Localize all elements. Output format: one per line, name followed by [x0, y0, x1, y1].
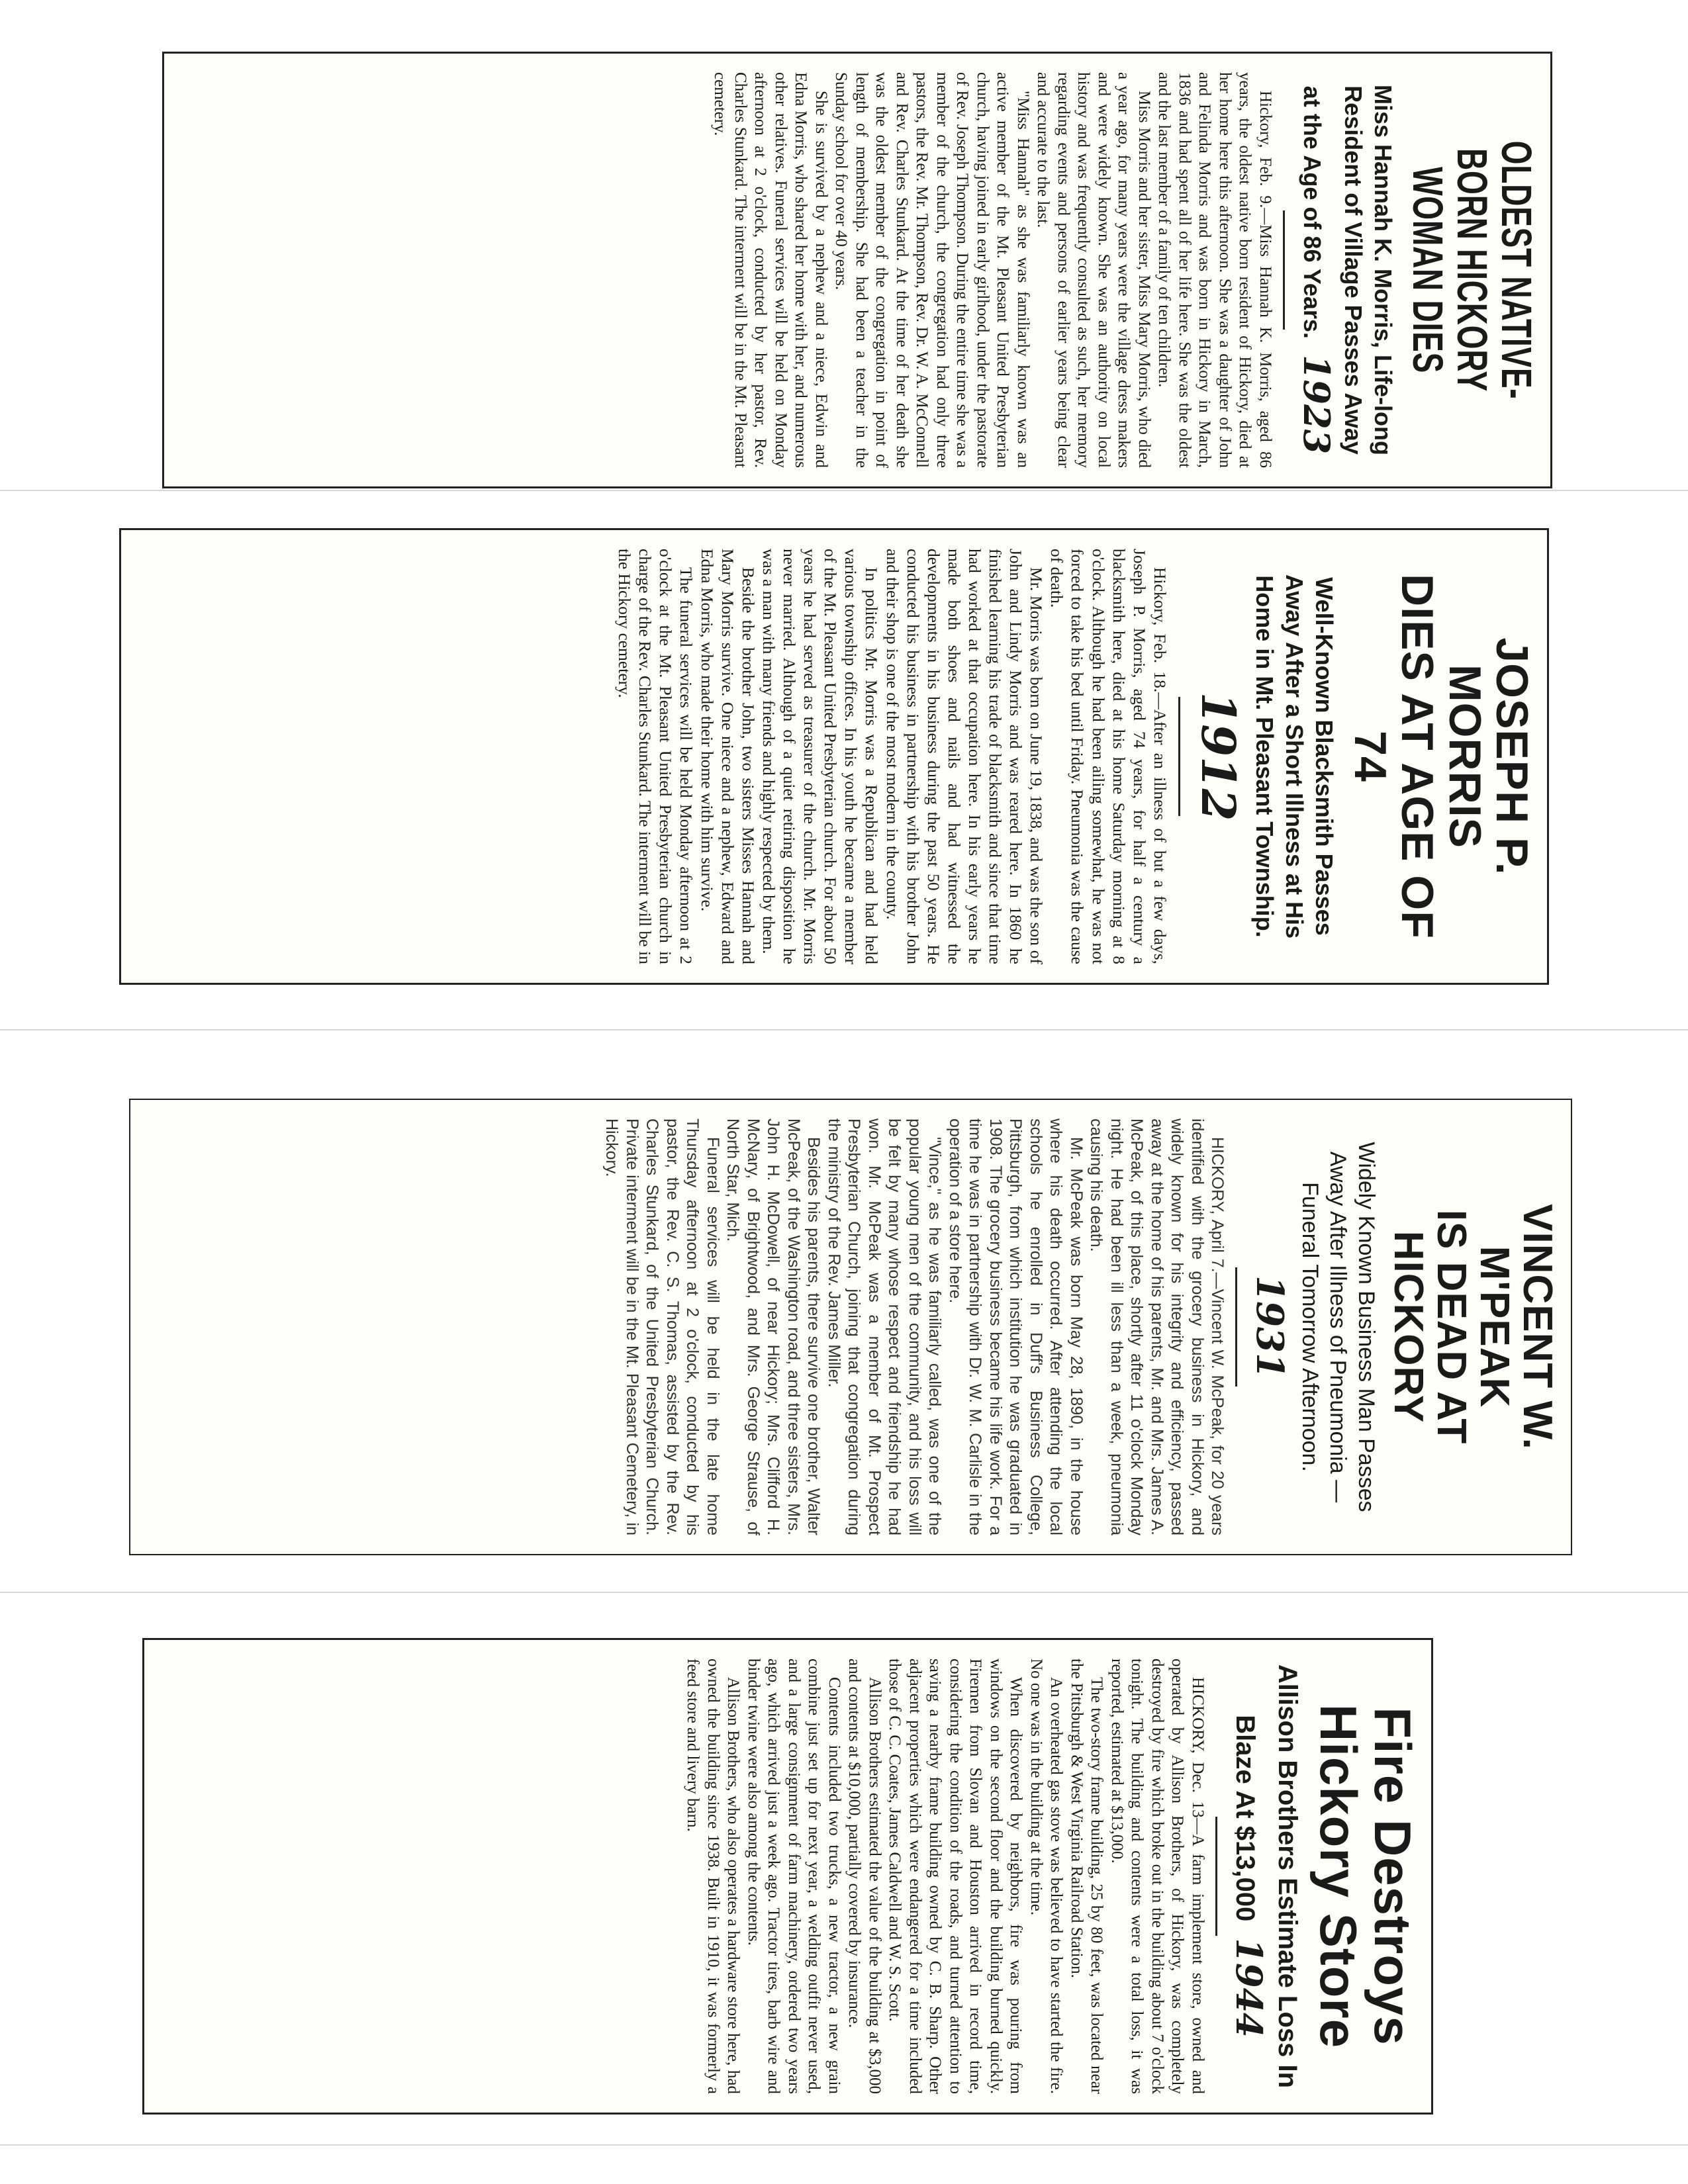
paragraph: An overheated gas stove was believed to have started the fire. No one was in the building at the time.	[1027, 1659, 1066, 2094]
headline	[1346, 549, 1535, 964]
clipping-joseph-morris	[119, 528, 1549, 985]
paragraph: Miss Morris and her sister, Miss Mary Morris, who died a year ago, for many years were the village dress makers and were widely known. She was an authority on local history and was frequently consulted as such, her memory regarding events and persons of earlier years being clear and accurate to the last.	[1034, 72, 1153, 468]
paragraph: Allison Brothers, who also operates a hardware store here, had owned the building since 1938. Built in 1910, it was formerly a feed store and livery barn.	[684, 1659, 743, 2094]
paragraph: The two-story frame building, 25 by 80 feet, was located near the Pittsburgh & West Virginia Railroad Station.	[1067, 1659, 1106, 2094]
handwritten-year: 1912	[1191, 692, 1246, 821]
paragraph: Funeral services will be held in the late home Thursday afternoon at 2 o'clock, conducted by his pastor, the Rev. C. S. Thomas, assisted by the Rev. Charles Stunkard, of the United Presbyterian Church. Private interment will be in the Mt. Pleasant Cemetery, in Hickory.	[602, 1118, 722, 1535]
headline-line-1: Fire Destroys	[1364, 1707, 1422, 2046]
clipping-fire-hickory-store	[142, 1638, 1433, 2115]
headline	[1387, 1118, 1559, 1535]
paragraph: Hickory, Feb. 18.—After an illness of but a few days, Joseph P. Morris, aged 74 years, for half a century a blacksmith here, died at his home Saturday morning at 8 o'clock. Although he had been ailing somewhat, he was not forced to take his bed until Friday. Pneumonia was the cause of death.	[1047, 549, 1170, 964]
deck-text: Widely Known Business Man Passes Away After Illness of Pneumonia — Funeral Tomorrow Afternoon.	[1297, 1142, 1379, 1512]
headline-text: OLDEST NATIVE-BORN HICKORY WOMAN DIES	[1403, 140, 1540, 400]
paragraph: She is survived by a nephew and a niece, Edwin and Edna Morris, who shared her home with her, and numerous other relatives. Funeral services will be held on Monday afternoon at 2 o'clock, conducted by her pastor, Rev. Charles Stunkard. The interment will be in the Mt. Pleasant cemetery.	[711, 72, 830, 468]
scan-divider-end	[0, 2144, 1688, 2146]
scan-divider-bottom	[0, 1592, 1688, 1593]
headline	[1405, 72, 1538, 468]
headline-line-2: Hickory Store	[1309, 1704, 1368, 2049]
paragraph: HICKORY, Dec. 13—A farm implement store, owned and operated by Allison Brothers, of Hickory, was completely destroyed by fire which broke out in the building about 7 o'clock tonight. The building and contents were a total loss, it was reported, estimated at $13,000.	[1107, 1659, 1207, 2094]
headline-line-1: JOSEPH P. MORRIS	[1439, 637, 1537, 876]
article-body	[602, 1118, 1228, 1535]
paragraph: HICKORY, April 7.—Vincent W. McPeak, for 20 years identified with the grocery business in Hickory, and widely known for his integrity and efficiency, passed away at the home of his parents, Mr. and Mrs. James A. McPeak, of this place, shortly after 11 o'clock Monday night. He had been ill less than a week, pneumonia causing his death.	[1087, 1118, 1227, 1535]
paragraph: Beside the brother John, two sisters Misses Hannah and Mary Morris survive. One niece and a nephew, Edward and Edna Morris, who made their home with him survive.	[697, 549, 758, 964]
paragraph: Allison Brothers estimated the value of the building at $3,000 and contents at $10,000, partially covered by insurance.	[845, 1659, 884, 2094]
paragraph: Besides his parents, there survive one brother, Walter McPeak, of the Washington road, and three sisters, Mrs. John H. McDowell, of near Hickory; Mrs. Clifford H. McNary, of Brightwood, and Mrs. George Strause, of North Star, Mich.	[724, 1118, 823, 1535]
article-body	[710, 72, 1275, 468]
headline-line-2: IS DEAD AT HICKORY	[1385, 1209, 1474, 1445]
headline	[1309, 1659, 1422, 2094]
article-body	[682, 1659, 1207, 2094]
deck	[1227, 1659, 1305, 2094]
headline-line-2: DIES AT AGE OF 74	[1344, 574, 1443, 939]
paragraph: In politics Mr. Morris was a Republican and had held various township offices. In his youth he became a member of the Mt. Pleasant United Presbyterian church. For about 50 years he had served as treasurer of the church. Mr. Morris never married. Although of a quiet retiring disposition he was a man with many friends and highly respected by them.	[759, 549, 882, 964]
handwritten-year: 1923	[1295, 354, 1338, 455]
paragraph: Hickory, Feb. 9.—Miss Hannah K. Morris, aged 86 years, the oldest native born resident of Hickory, died at her home here this afternoon. She was a daughter of John and Felinda Morris and was born in Hickory in March, 1836 and had spent all of her life here. She was the oldest and the last member of a family of ten children.	[1155, 72, 1274, 468]
deck-text: Miss Hannah K. Morris, Life-long Resident of Village Passes Away at the Age of 86 Years.	[1299, 84, 1397, 456]
divider-rule	[1235, 1267, 1237, 1387]
headline-line-1: VINCENT W. M'PEAK	[1471, 1204, 1560, 1450]
paragraph: Contents included two trucks, a new tractor, a new grain combine just set up for next year, a welding outfit never used, and a large consignment of farm machinery, ordered two years ago, which arrived just a week ago. Tractor tires, barb wire and binder twine were also among the contents.	[744, 1659, 843, 2094]
paragraph: The funeral services will be held Monday afternoon at 2 o'clock at the Mt. Pleasant United Presbyterian church in charge of the Rev. Charles Stunkard. The interment will be in the Hickory cemetery.	[615, 549, 696, 964]
paragraph: Mr. Morris was born on June 19, 1838, and was the son of John and Lindy Morris and was reared here. In 1860 he finished learning his trade of blacksmith and since that time had worked at that occupation here. In his early years he made both shoes and nails and had witnessed the developments in his business during the past 50 years. He conducted his business in partnership with his brother John and their shop is one of the most modern in the county.	[882, 549, 1047, 964]
deck	[1190, 549, 1340, 964]
deck	[1246, 1118, 1380, 1535]
article-body	[614, 549, 1170, 964]
deck	[1294, 72, 1399, 468]
paragraph: Mr. McPeak was born May 28, 1890, in the house where his death occurred. After attending the local schools he enrolled in Duff's Business College, Pittsburgh, from which institution he was graduated in 1908. The grocery business became his life work. For a time he was in partnership with Dr. W. M. Carlisle in the operation of a store here.	[945, 1118, 1086, 1535]
paragraph: When discovered by neighbors, fire was pouring from windows on the second floor and the building burned quickly. Firemen from Slovan and Houston arrived in record time, considering the condition of the roads, and turned attention to saving a nearby frame building owned by C. B. Sharp. Other adjacent properties which were endangered for a time included those of C. C. Coates, James Caldwell and W. S. Scott.	[886, 1659, 1025, 2094]
divider-rule	[1283, 210, 1285, 330]
clipping-hannah-morris	[162, 52, 1552, 488]
deck-text: Allison Brothers Estimate Loss In Blaze At $13,000	[1231, 1664, 1303, 2089]
clipping-vincent-mcpeak	[129, 1099, 1572, 1555]
scan-divider-middle	[0, 1029, 1688, 1030]
paragraph: "Miss Hannah" as she was familiarly known was an active member of the Mt. Pleasant United Presbyterian church, having joined in early girlhood, under the pastorate of Rev. Joseph Thompson. During the entire time she was a member of the church, the congregation had only three pastors, the Rev. Mr. Thompson, Rev. Dr. W. A. McConnell and Rev. Charles Stunkard. At the time of her death she was the oldest member of the congregation in point of length of membership. She had been a teacher in the Sunday school for over 40 years.	[832, 72, 1032, 468]
divider-rule	[1215, 1817, 1217, 1936]
deck-text: Well-Known Blacksmith Passes Away After a Short Illness at His Home in Mt. Pleasant Township.	[1251, 574, 1338, 939]
scan-divider-top	[0, 490, 1688, 491]
handwritten-year: 1931	[1248, 1275, 1292, 1379]
handwritten-year: 1944	[1228, 1938, 1271, 2038]
divider-rule	[1178, 697, 1180, 816]
paragraph: "Vince," as he was familiarly called, was one of the popular young men of the community, and his loss will be felt by many whose respect and friendship he had won. Mr. McPeak was a member of Mt. Prospect Presbyterian Church, joining that congregation during the ministry of the Rev. James Miller.	[824, 1118, 945, 1535]
